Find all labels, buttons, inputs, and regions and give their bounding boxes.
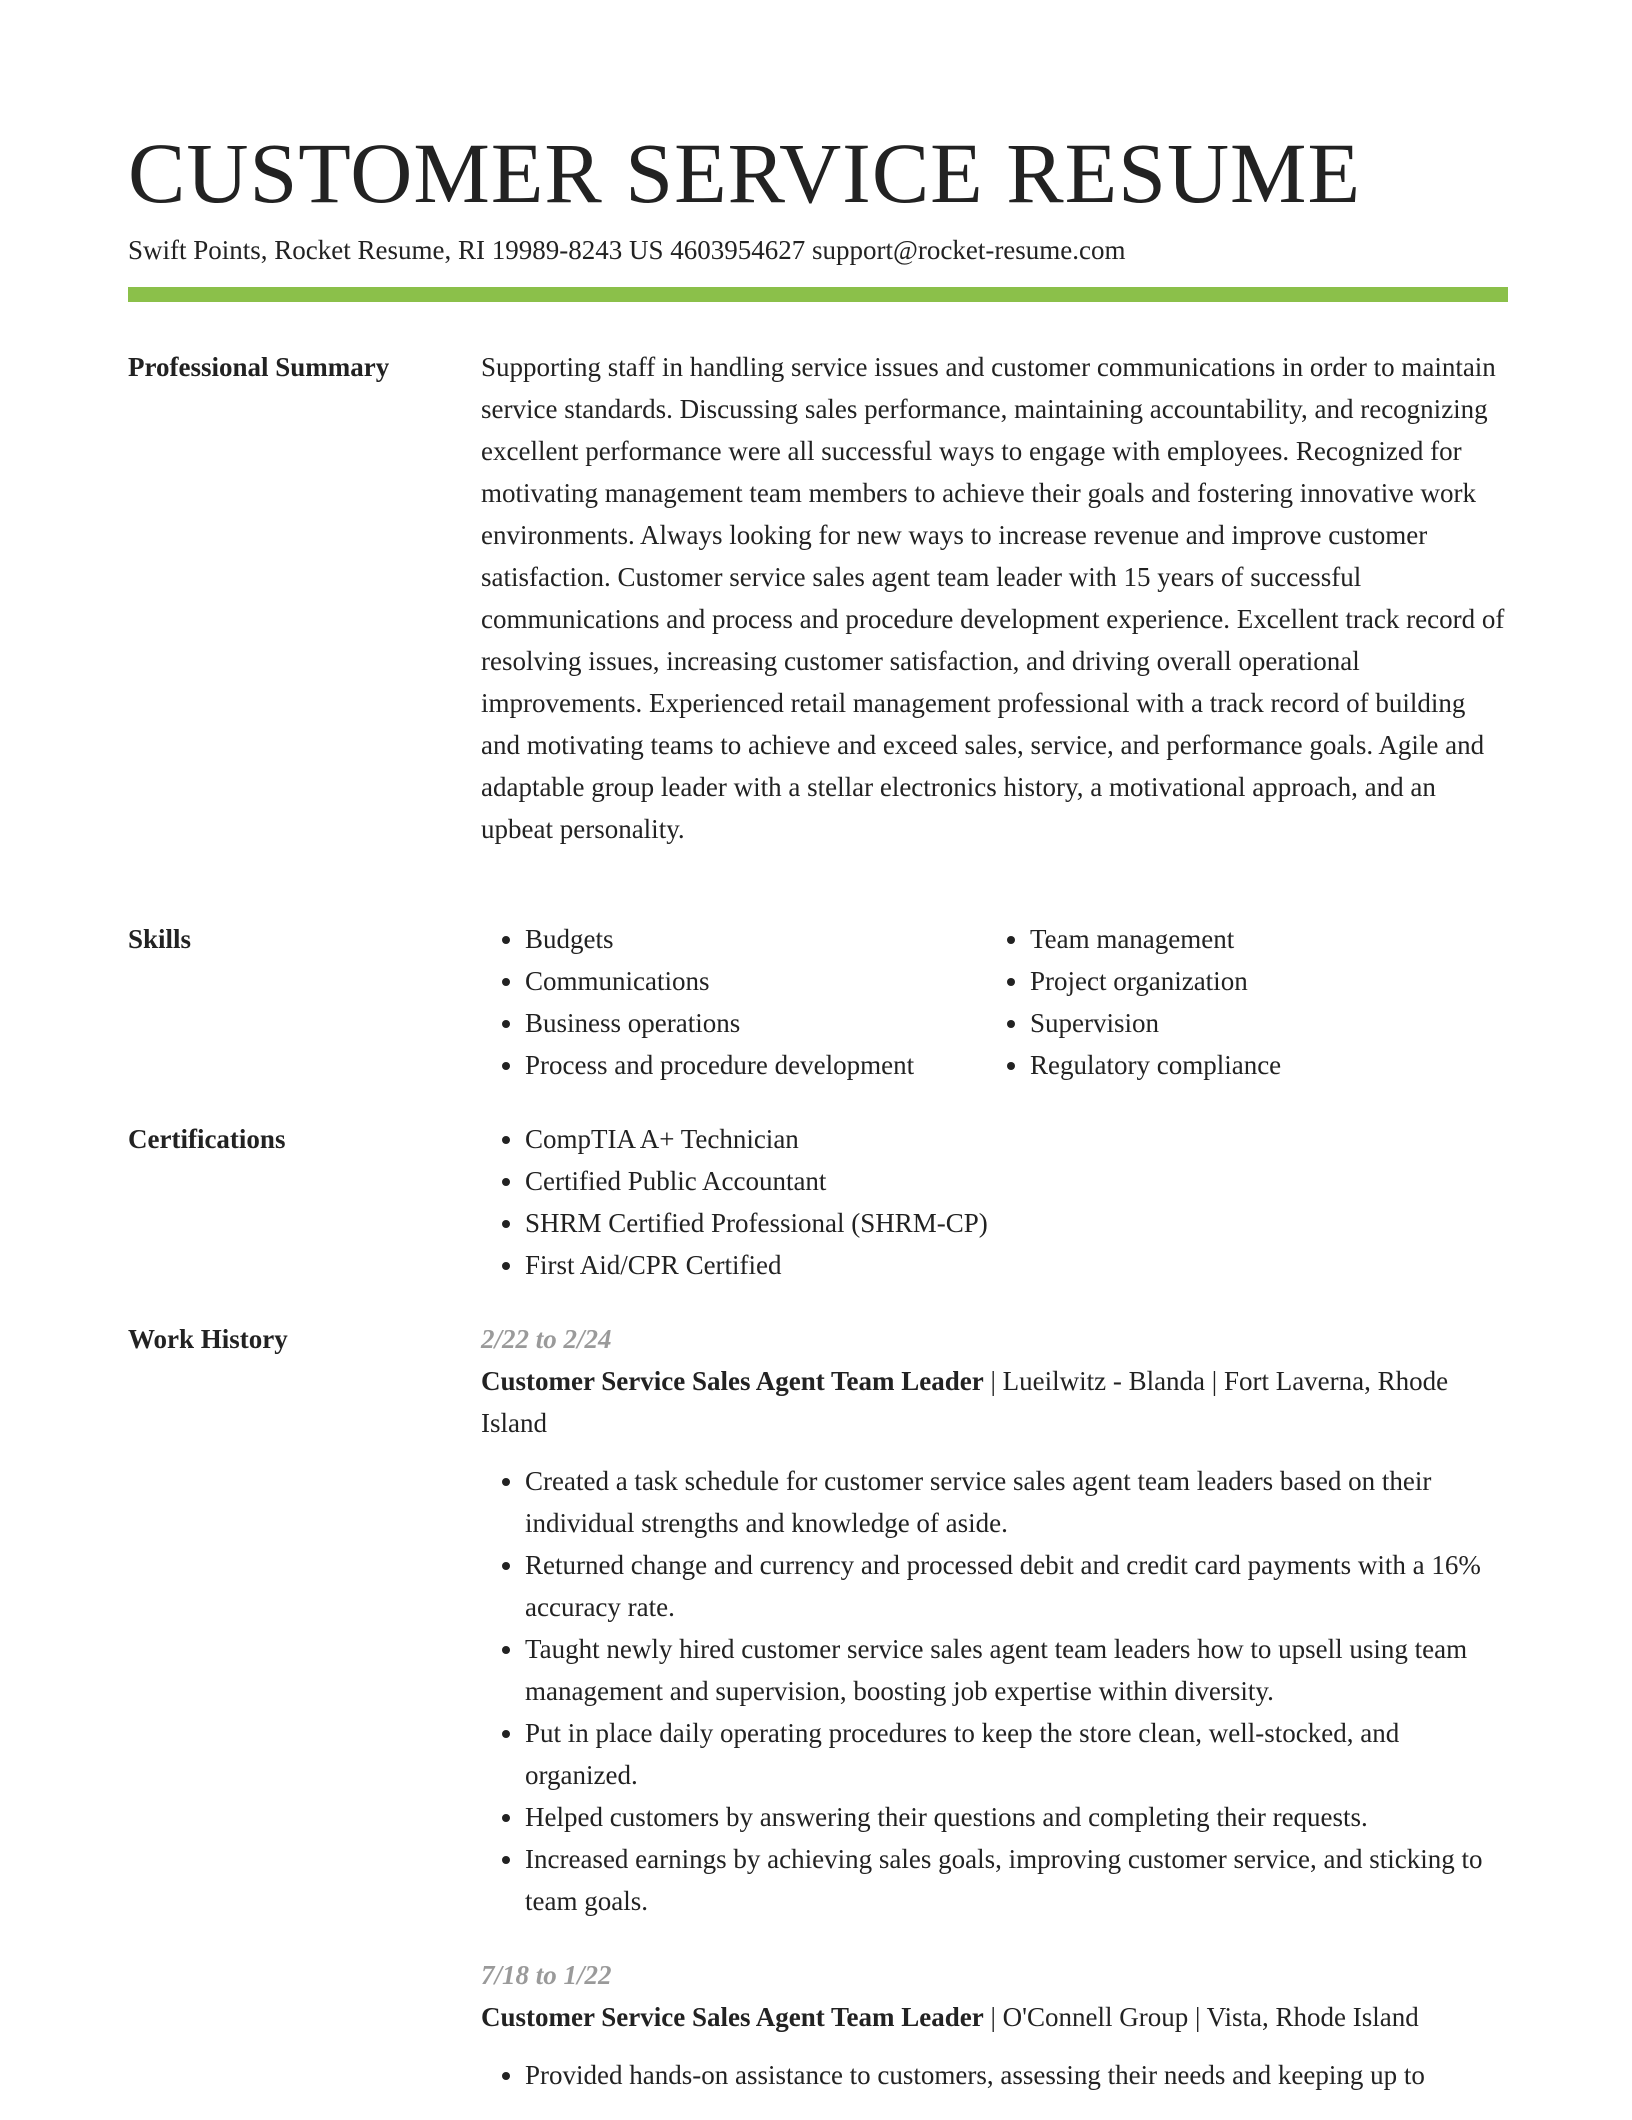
skill-item: • Process and procedure development: [525, 1044, 986, 1086]
summary-text: Supporting staff in handling service issues and customer communications in order to maintain service standards. Discussing sales performance, maintaining accountability, and recognizing excellent performance were all successful ways to engage with employees. Recognized for motivating management team members to achieve their goals and fostering innovative work environments. Always looking for new ways to increase revenue and improve customer satisfaction. Customer service sales agent team leader with 15 years of successful communications and process and procedure development experience. Excellent track record of resolving issues, increasing customer satisfaction, and driving overall operational improvements. Experienced retail management professional with a track record of building and motivating teams to achieve and exceed sales, service, and performance goals. Agile and adaptable group leader with a stellar electronics history, a motivational approach, and an upbeat personality.: [481, 352, 1505, 844]
job-heading: [481, 1996, 1508, 2038]
certifications-list: [481, 1118, 1508, 1286]
skill-item: • Supervision: [1030, 1002, 1491, 1044]
section-label: Certifications: [128, 1124, 286, 1154]
skills-list-right: [986, 918, 1491, 1086]
section-body: [481, 1318, 1508, 2120]
job-title: Customer Service Sales Agent Team Leader: [481, 2002, 984, 2032]
certification-item: • Certified Public Accountant: [525, 1160, 1508, 1202]
skills-columns: [481, 918, 1508, 1086]
skill-item: • Communications: [525, 960, 986, 1002]
skill-item: • Project organization: [1030, 960, 1491, 1002]
job-details: | Lueilwitz - Blanda | Fort Laverna, Rhode Island: [481, 1366, 1449, 1438]
skill-item: • Budgets: [525, 918, 986, 960]
job-bullet: • Returned change and currency and processed debit and credit card payments with a 16% accuracy rate.: [525, 1544, 1508, 1628]
skill-item: • Regulatory compliance: [1030, 1044, 1491, 1086]
job-bullet: • Created a task schedule for customer service sales agent team leaders based on their individual strengths and knowledge of aside.: [525, 1460, 1508, 1544]
job-bullet: • Increased earnings by achieving sales goals, improving customer service, and sticking to team goals.: [525, 1838, 1508, 1922]
certification-item: • SHRM Certified Professional (SHRM-CP): [525, 1202, 1508, 1244]
job-details: | O'Connell Group | Vista, Rhode Island: [983, 2002, 1419, 2032]
job-dates: 2/22 to 2/24: [481, 1324, 612, 1354]
job-bullets: [481, 2054, 1508, 2096]
job-bullet: • Provided hands-on assistance to customers, assessing their needs and keeping up to: [525, 2054, 1508, 2096]
accent-divider: [128, 287, 1508, 302]
job-dates: 7/18 to 1/22: [481, 1960, 612, 1990]
section-label: Skills: [128, 924, 192, 954]
section-body: [481, 1118, 1508, 1286]
resume-title: CUSTOMER SERVICE RESUME: [128, 125, 1362, 221]
skills-list-left: [481, 918, 986, 1086]
job-heading: [481, 1360, 1508, 1444]
job-bullet: • Taught newly hired customer service sales agent team leaders how to upsell using team management and supervision, boosting job expertise within diversity.: [525, 1628, 1508, 1712]
job-bullet: • Helped customers by answering their questions and completing their requests.: [525, 1796, 1508, 1838]
certification-item: • First Aid/CPR Certified: [525, 1244, 1508, 1286]
job-title: Customer Service Sales Agent Team Leader: [481, 1366, 984, 1396]
job-bullet: • Put in place daily operating procedures to keep the store clean, well-stocked, and organized.: [525, 1712, 1508, 1796]
job-entry: [481, 1318, 1508, 1922]
job-bullets: [481, 1460, 1508, 1922]
job-entry: [481, 1954, 1508, 2096]
skill-item: • Team management: [1030, 918, 1491, 960]
section-body: [481, 346, 1508, 850]
certification-item: • CompTIA A+ Technician: [525, 1118, 1508, 1160]
section-label: Professional Summary: [128, 352, 390, 382]
section-label: Work History: [128, 1324, 288, 1354]
contact-line: Swift Points, Rocket Resume, RI 19989-8243 US 4603954627 support@rocket-resume.com: [128, 235, 1126, 265]
skill-item: • Business operations: [525, 1002, 986, 1044]
